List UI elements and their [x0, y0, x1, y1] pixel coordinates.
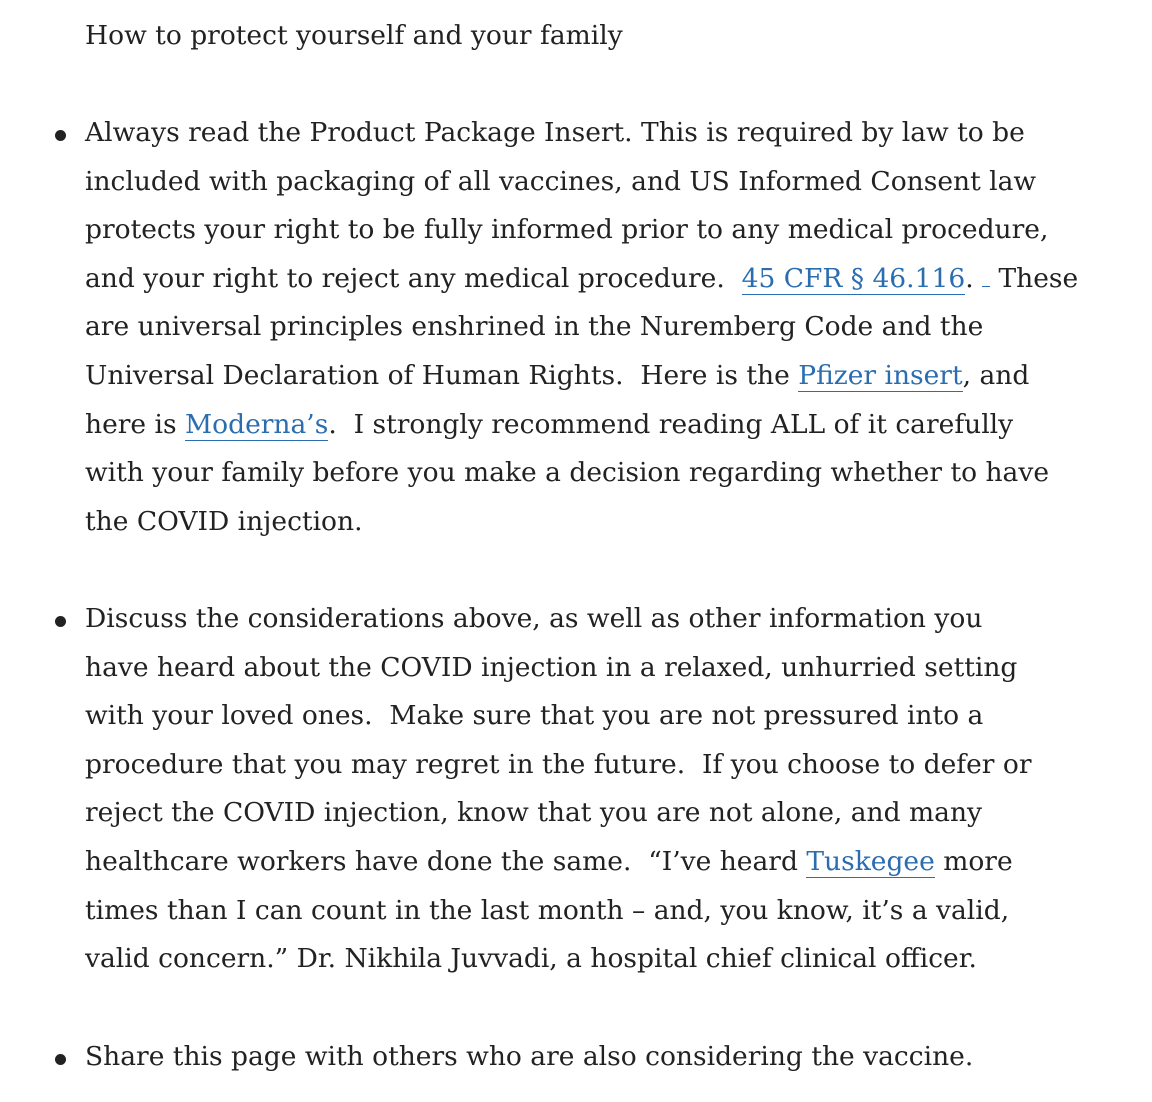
text-fragment: These: [998, 262, 1079, 294]
list-item-share: [85, 1033, 1085, 1082]
text-line: protects your right to be fully informed prior to any medical procedure,: [85, 214, 1049, 246]
pfizer-insert-link[interactable]: Pfizer insert: [798, 359, 963, 391]
text-line: the COVID injection.: [85, 505, 363, 537]
text-line: Discuss the considerations above, as well as other information you: [85, 603, 983, 634]
empty-link-underline[interactable]: [982, 285, 990, 287]
cfr-link[interactable]: 45 CFR § 46.116: [741, 262, 966, 294]
text-fragment: . I strongly recommend reading ALL of it carefully: [328, 408, 1014, 440]
text-line: [85, 838, 1085, 887]
section-heading: How to protect yourself and your family: [85, 20, 623, 51]
text-line: included with packaging of all vaccines, and US Informed Consent law: [85, 165, 1037, 197]
text-fragment: , and: [962, 359, 1030, 391]
text-line: [85, 255, 1085, 304]
text-line: [85, 352, 1085, 401]
list-item-discuss: [85, 595, 1085, 984]
text-fragment: Universal Declaration of Human Rights. Here is the: [85, 359, 799, 391]
text-line: Share this page with others who are also considering the vaccine.: [85, 1041, 974, 1072]
text-line: valid concern.” Dr. Nikhila Juvvadi, a hospital chief clinical officer.: [85, 943, 977, 975]
text-fragment: healthcare workers have done the same. “I’ve heard: [85, 845, 807, 877]
text-fragment: and your right to reject any medical procedure.: [85, 262, 742, 294]
text-line: [85, 401, 1085, 450]
text-fragment: here is: [85, 408, 186, 440]
text-line: with your family before you make a decision regarding whether to have: [85, 457, 1050, 489]
text-fragment: .: [965, 262, 974, 294]
bullet-icon: [55, 130, 66, 141]
moderna-insert-link[interactable]: Moderna’s: [185, 408, 329, 440]
list-item-read-insert: [85, 109, 1085, 546]
bullet-icon: [55, 616, 66, 627]
bullet-icon: [55, 1054, 66, 1065]
tuskegee-link[interactable]: Tuskegee: [806, 845, 935, 877]
text-line: Always read the Product Package Insert. This is required by law to be: [85, 117, 1025, 148]
text-line: have heard about the COVID injection in a relaxed, unhurried setting: [85, 651, 1018, 683]
text-line: are universal principles enshrined in the Nuremberg Code and the: [85, 311, 984, 343]
text-line: reject the COVID injection, know that you are not alone, and many: [85, 797, 982, 829]
text-line: with your loved ones. Make sure that you are not pressured into a: [85, 700, 984, 732]
text-fragment: more: [934, 845, 1013, 877]
text-line: procedure that you may regret in the future. If you choose to defer or: [85, 748, 1032, 780]
text-line: times than I can count in the last month – and, you know, it’s a valid,: [85, 894, 1010, 926]
